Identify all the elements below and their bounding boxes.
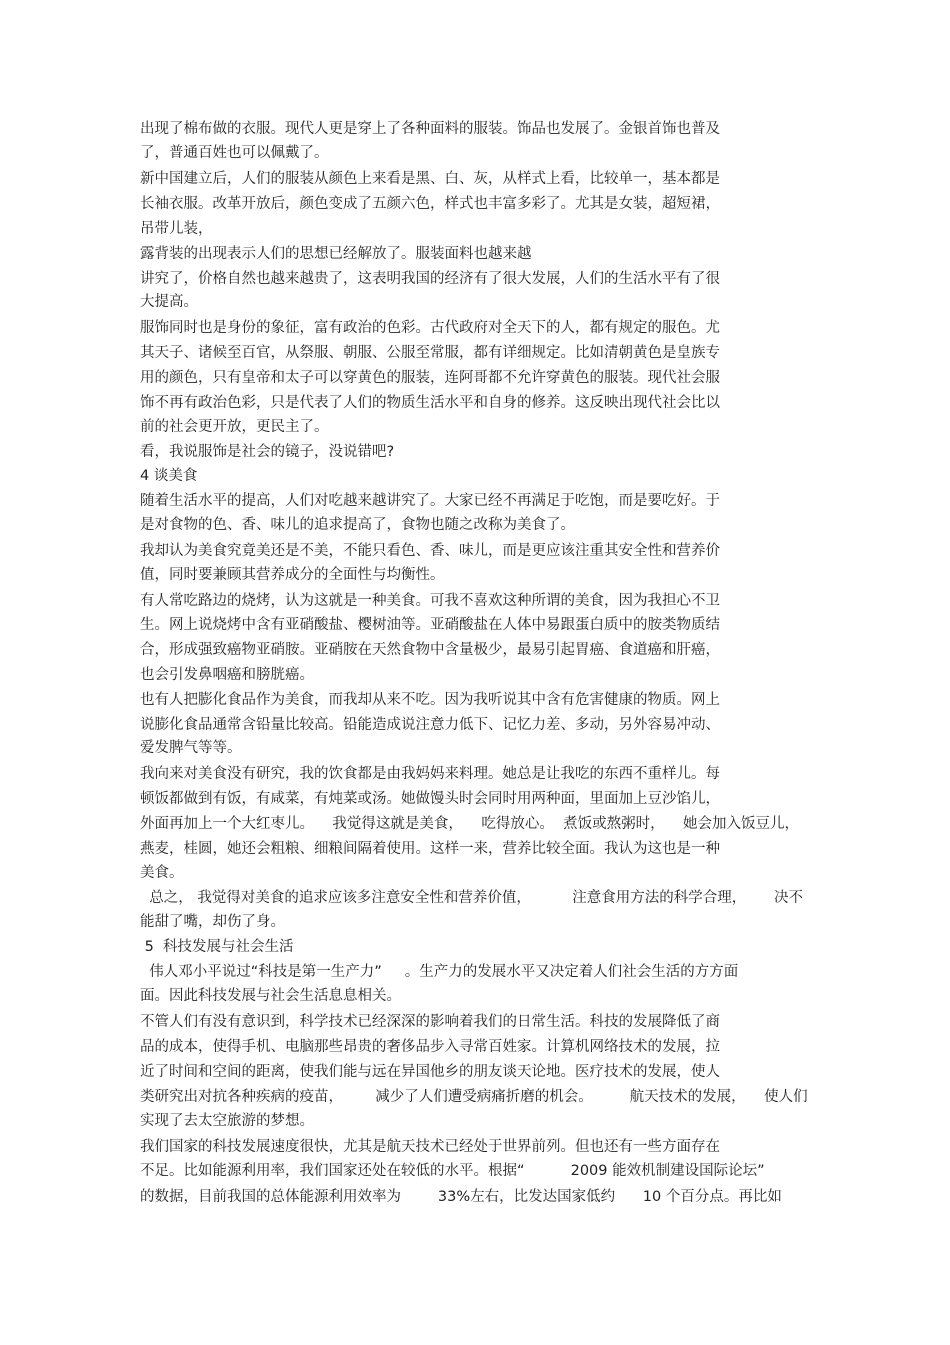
text-line: 也会引发鼻咽癌和膀胱癌。 xyxy=(140,667,314,683)
text-line: 值，同时要兼顾其营养成分的全面性与均衡性。 xyxy=(140,567,445,583)
text-line: 前的社会更开放，更民主了。 xyxy=(140,419,329,435)
text-line: 看，我说服饰是社会的镜子，没说错吧? xyxy=(140,444,395,460)
text-line: 爱发脾气等等。 xyxy=(140,740,242,756)
text-line: 燕麦，桂圆，她还会粗粮、细粮间隔着使用。这样一来，营养比较全面。我认为这也是一种 xyxy=(140,841,720,857)
text-line: 露背装的出现表示人们的思想已经解放了。服装面料也越来越 xyxy=(140,246,532,262)
text-line: 面。因此科技发展与社会生活息息相关。 xyxy=(140,988,401,1004)
text-line: 饰不再有政治色彩，只是代表了人们的物质生活水平和自身的修养。这反映出现代社会比以 xyxy=(140,395,720,411)
text-line: 生。网上说烧烤中含有亚硝酸盐、樱树油等。亚硝酸盐在人体中易跟蛋白质中的胺类物质结 xyxy=(140,617,720,633)
text-line: 近了时间和空间的距离，使我们能与远在异国他乡的朋友谈天论地。医疗技术的发展，使人 xyxy=(140,1064,720,1080)
text-line: 顿饭都做到有饭，有咸菜，有炖菜或汤。她做馒头时会同时用两种面，里面加上豆沙馅儿， xyxy=(140,791,720,807)
section-heading-tech: 5 科技发展与社会生活 xyxy=(140,939,294,955)
text-line: 实现了去太空旅游的梦想。 xyxy=(140,1113,314,1129)
text-line: 用的颜色，只有皇帝和太子可以穿黄色的服装，连阿哥都不允许穿黄色的服装。现代社会服 xyxy=(140,370,720,386)
text-line: 总之， 我觉得对美食的追求应该多注意安全性和营养价值， 注意食用方法的科学合理， 决不 xyxy=(140,890,803,906)
text-line: 说膨化食品通常含铅量比较高。铅能造成说注意力低下、记忆力差、多动，另外容易冲动、 xyxy=(140,717,720,733)
text-line: 长袖衣服。改革开放后，颜色变成了五颜六色，样式也丰富多彩了。尤其是女装，超短裙， xyxy=(140,196,720,212)
text-line: 外面再加上一个大红枣儿。 我觉得这就是美食， 吃得放心。 煮饭或熬粥时， 她会加入饭豆儿， xyxy=(140,816,800,832)
section-heading-food: 4 谈美食 xyxy=(140,468,198,484)
text-line: 合，形成强致癌物亚硝胺。亚硝胺在天然食物中含量极少，最易引起胃癌、食道癌和肝癌， xyxy=(140,642,720,658)
text-line: 能甜了嘴，却伤了身。 xyxy=(140,914,285,930)
text-line: 的数据，目前我国的总体能源利用效率为 33%左右，比发达国家低约 10 个百分点。再比如 xyxy=(140,1189,782,1205)
text-line: 我向来对美食没有研究，我的饮食都是由我妈妈来料理。她总是让我吃的东西不重样儿。每 xyxy=(140,766,720,782)
text-line: 随着生活水平的提高，人们对吃越来越讲究了。大家已经不再满足于吃饱，而是要吃好。于 xyxy=(140,493,720,509)
text-line: 美食。 xyxy=(140,865,184,881)
text-line: 是对食物的色、香、味儿的追求提高了，食物也随之改称为美食了。 xyxy=(140,517,575,533)
text-line: 品的成本，使得手机、电脑那些昂贵的奢侈品步入寻常百姓家。计算机网络技术的发展，拉 xyxy=(140,1039,720,1055)
text-line: 讲究了，价格自然也越来越贵了，这表明我国的经济有了很大发展，人们的生活水平有了很 xyxy=(140,271,720,287)
text-line: 我却认为美食究竟美还是不美，不能只看色、香、味儿，而是更应该注重其安全性和营养价 xyxy=(140,543,720,559)
text-line: 服饰同时也是身份的象征，富有政治的色彩。古代政府对全天下的人，都有规定的服色。尤 xyxy=(140,320,720,336)
text-line: 我们国家的科技发展速度很快，尤其是航天技术已经处于世界前列。但也还有一些方面存在 xyxy=(140,1139,720,1155)
text-line: 也有人把膨化食品作为美食，而我却从来不吃。因为我听说其中含有危害健康的物质。网上 xyxy=(140,692,720,708)
text-line: 伟人邓小平说过“科技是第一生产力” 。生产力的发展水平又决定着人们社会生活的方方面 xyxy=(140,964,739,980)
text-line: 有人常吃路边的烧烤，认为这就是一种美食。可我不喜欢这种所谓的美食，因为我担心不卫 xyxy=(140,593,720,609)
text-line: 其天子、诸候至百官，从祭服、朝服、公服至常服，都有详细规定。比如清朝黄色是皇族专 xyxy=(140,345,720,361)
text-line: 新中国建立后，人们的服装从颜色上来看是黑、白、灰，从样式上看，比较单一，基本都是 xyxy=(140,171,720,187)
text-line: 了，普通百姓也可以佩戴了。 xyxy=(140,145,329,161)
text-line: 类研究出对抗各种疾病的疫苗， 减少了人们遭受病痛折磨的机会。 航天技术的发展， 使人们 xyxy=(140,1089,808,1105)
text-line: 大提高。 xyxy=(140,294,198,310)
text-line: 不足。比如能源利用率，我们国家还处在较低的水平。根据“ 2009 能效机制建设国际论坛” xyxy=(140,1163,765,1179)
text-line: 不管人们有没有意识到，科学技术已经深深的影响着我们的日常生活。科技的发展降低了商 xyxy=(140,1014,720,1030)
text-line: 出现了棉布做的衣服。现代人更是穿上了各种面料的服装。饰品也发展了。金银首饰也普及 xyxy=(140,121,720,137)
text-line: 吊带儿装， xyxy=(140,221,213,237)
